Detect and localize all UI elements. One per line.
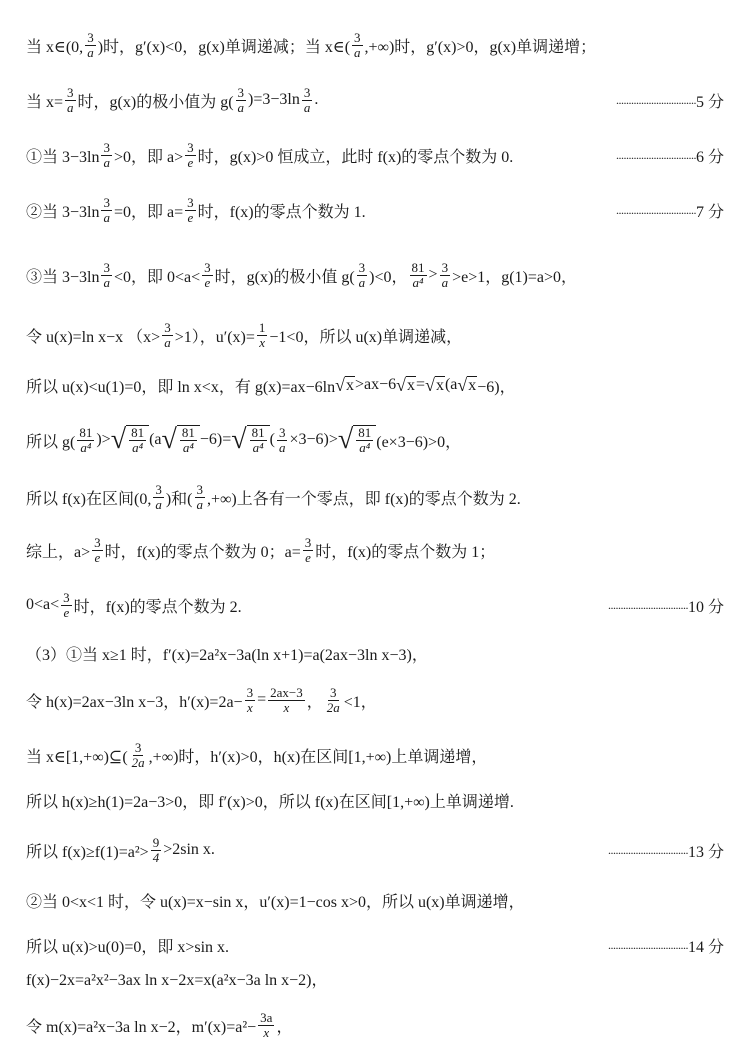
text-run: >2sin x. — [163, 841, 215, 858]
fraction — [440, 261, 451, 289]
fraction — [245, 686, 256, 714]
square-root — [396, 375, 416, 396]
text-line — [26, 135, 724, 175]
score-mark — [616, 199, 724, 222]
text-run: −1<0，所以 u(x)单调递减， — [269, 328, 463, 346]
fraction — [250, 426, 267, 454]
score-value: 5 分 — [695, 93, 724, 111]
denominator: a — [441, 274, 449, 290]
fraction — [185, 141, 196, 169]
text-run: 令 m(x)=a²x−3a ln x−2，m′(x)=a²− — [26, 1018, 257, 1036]
square-root — [457, 375, 477, 396]
text-line — [26, 80, 724, 120]
denominator: a — [155, 496, 162, 512]
score-value: 13 分 — [687, 843, 724, 861]
fraction — [202, 261, 213, 289]
text-line — [26, 585, 724, 625]
text-run: <1， — [343, 693, 377, 711]
denominator: e — [94, 549, 101, 565]
text-run: =0，即 a= — [113, 203, 184, 221]
fraction — [257, 321, 268, 349]
score-mark — [616, 144, 724, 167]
dot-leader: ................................ — [607, 842, 688, 857]
text-run: ,+∞)上各有一个零点，即 f(x)的零点个数为 2. — [207, 490, 521, 508]
text-run: ( — [269, 431, 275, 448]
text-run: 当 x∈[1,+∞)⊆( — [26, 748, 128, 766]
radicand — [247, 425, 270, 454]
radical-sign-icon: √ — [161, 424, 177, 455]
radicand: x — [407, 376, 416, 394]
denominator: a — [103, 209, 110, 225]
score-mark — [616, 89, 724, 112]
radical-sign-icon: √ — [457, 374, 468, 395]
numerator: 3 — [237, 84, 245, 100]
fraction — [85, 31, 96, 59]
denominator: a — [103, 274, 110, 290]
denominator: e — [305, 549, 311, 565]
text-run: 时，f(x)的零点个数为 1. — [197, 203, 366, 221]
numerator: 9 — [152, 834, 160, 850]
denominator: e — [63, 604, 70, 620]
denominator: a — [354, 44, 361, 60]
fraction — [258, 1011, 274, 1039]
numerator: 3 — [94, 534, 101, 550]
text-line — [26, 420, 724, 460]
text-run: f(x)−2x=a²x²−3ax ln x−2x=x(a²x−3a ln x−2)， — [26, 971, 328, 989]
denominator: a — [237, 99, 245, 115]
text-run: 所以 h(x)≥h(1)=2a−3>0，即 f′(x)>0，所以 f(x)在区间[1,+∞)上单调递增. — [26, 793, 514, 811]
numerator: 3 — [246, 684, 254, 700]
text-line — [26, 1005, 724, 1045]
numerator: 3 — [303, 84, 311, 100]
fraction — [185, 196, 196, 224]
radicand — [126, 425, 149, 454]
radical-sign-icon: √ — [110, 424, 127, 455]
text-run: 所以 g( — [26, 433, 76, 451]
dot-leader: ................................ — [615, 147, 696, 162]
numerator: 3 — [304, 534, 312, 550]
dot-leader: ................................ — [615, 92, 696, 107]
numerator: 3a — [260, 1009, 273, 1025]
text-run: )=3−3ln — [248, 91, 300, 108]
denominator: 4 — [152, 849, 160, 865]
fraction — [236, 86, 247, 114]
text-run: −6)， — [477, 378, 516, 396]
text-run: ×3−6)> — [289, 431, 338, 448]
text-run: ②当 0<x<1 时，令 u(x)=x−sin x，u′(x)=1−cos x>0，所以 u(x)单调递增， — [26, 893, 525, 911]
denominator: a — [196, 496, 203, 512]
score-value: 7 分 — [695, 203, 724, 221]
numerator: 81 — [79, 424, 93, 440]
denominator: x — [263, 1024, 270, 1040]
denominator: 2a — [326, 699, 340, 715]
numerator: 3 — [87, 29, 94, 45]
text-run: (a — [444, 376, 458, 393]
radicand — [353, 425, 376, 454]
text-run: >ax−6 — [354, 376, 397, 393]
fraction — [325, 686, 342, 714]
text-run: )和( — [165, 490, 193, 508]
numerator: 3 — [358, 259, 366, 275]
fraction — [61, 591, 72, 619]
text-run: 当 x= — [26, 93, 64, 111]
dot-leader: ................................ — [607, 937, 688, 952]
fraction — [357, 261, 368, 289]
text-run: 当 x∈(0, — [26, 38, 84, 56]
radicand — [177, 425, 200, 454]
numerator: 3 — [187, 194, 194, 210]
square-root — [338, 424, 376, 456]
fraction — [277, 426, 288, 454]
denominator: e — [187, 209, 194, 225]
numerator: 3 — [441, 259, 449, 275]
text-run: 综上，a> — [26, 543, 91, 561]
text-line — [26, 680, 724, 720]
text-run: ,+∞)时，g′(x)>0，g(x)单调递增； — [364, 38, 597, 56]
fraction — [151, 836, 162, 864]
score-value: 10 分 — [687, 598, 724, 616]
numerator: 3 — [204, 259, 211, 275]
text-run: 所以 u(x)<u(1)=0，即 ln x<x，有 g(x)=ax−6ln — [26, 378, 336, 396]
denominator: a — [87, 44, 94, 60]
numerator: 81 — [131, 425, 145, 441]
numerator: 3 — [155, 481, 162, 497]
text-run: ③当 3−3ln — [26, 268, 100, 286]
fraction — [129, 426, 146, 454]
numerator: 81 — [411, 259, 425, 275]
radicand: x — [435, 376, 444, 394]
denominator: a⁴ — [252, 440, 264, 455]
text-run: ②当 3−3ln — [26, 203, 100, 221]
score-mark — [608, 839, 724, 862]
fraction — [356, 426, 373, 454]
fraction — [130, 741, 147, 769]
fraction — [101, 261, 112, 289]
denominator: a — [164, 334, 171, 350]
fraction — [410, 261, 427, 289]
text-run: 时，f(x)的零点个数为 2. — [73, 598, 242, 616]
numerator: 3 — [103, 259, 110, 275]
denominator: x — [246, 699, 253, 715]
radical-sign-icon: √ — [337, 424, 354, 455]
text-line — [26, 530, 724, 570]
fraction — [162, 321, 173, 349]
fraction — [352, 31, 363, 59]
fraction — [65, 86, 76, 114]
text-run: 令 u(x)=ln x−x （x> — [26, 328, 161, 346]
text-run: )<0， — [369, 268, 408, 286]
square-root — [231, 424, 269, 456]
numerator: 1 — [258, 319, 266, 335]
text-line — [26, 477, 724, 517]
radical-sign-icon: √ — [231, 424, 247, 455]
numerator: 81 — [181, 425, 195, 441]
score-value: 14 分 — [687, 938, 724, 956]
text-run: )时，g′(x)<0，g(x)单调递减；当 x∈( — [97, 38, 351, 56]
fraction — [302, 86, 313, 114]
numerator: 81 — [251, 425, 265, 441]
text-run: > — [428, 266, 438, 283]
text-run: ,+∞)时，h′(x)>0，h(x)在区间[1,+∞)上单调递增， — [148, 748, 488, 766]
text-line — [26, 780, 724, 820]
text-run: >0，即 a> — [113, 148, 184, 166]
fraction — [195, 483, 206, 511]
dot-leader: ................................ — [607, 597, 688, 612]
text-line — [26, 633, 724, 673]
denominator: a⁴ — [80, 439, 92, 455]
denominator: a — [303, 99, 311, 115]
text-run: 0<a< — [26, 596, 60, 613]
text-line — [26, 190, 724, 230]
denominator: a — [278, 439, 286, 455]
denominator: x — [259, 334, 266, 350]
dot-leader: ................................ — [615, 202, 696, 217]
text-run: 时，g(x)的极小值为 g( — [77, 93, 234, 111]
fraction — [180, 426, 197, 454]
numerator: 3 — [164, 319, 171, 335]
fraction — [101, 196, 112, 224]
numerator: 3 — [278, 424, 286, 440]
text-run: <0，即 0<a< — [113, 268, 201, 286]
score-mark — [608, 934, 724, 957]
text-run: ， — [276, 1018, 293, 1036]
numerator: 3 — [103, 139, 110, 155]
denominator: a⁴ — [182, 440, 194, 455]
denominator: a — [358, 274, 366, 290]
denominator: x — [283, 699, 290, 715]
numerator: 3 — [187, 139, 194, 155]
numerator: 2ax−3 — [270, 684, 303, 700]
text-run: = — [416, 376, 426, 393]
denominator: a⁴ — [412, 274, 424, 290]
text-run: . — [314, 91, 319, 108]
text-line — [26, 315, 724, 355]
numerator: 3 — [196, 481, 203, 497]
fraction — [77, 426, 94, 454]
text-run: −6)= — [199, 431, 232, 448]
text-run: （3）①当 x≥1 时，f′(x)=2a²x−3a(ln x+1)=a(2ax−3ln x−3)， — [26, 646, 428, 664]
numerator: 3 — [67, 84, 74, 100]
text-run: 时，g(x)的极小值 g( — [214, 268, 355, 286]
square-root — [335, 375, 355, 396]
score-value: 6 分 — [695, 148, 724, 166]
text-run: (a — [149, 431, 162, 448]
square-root — [425, 375, 445, 396]
denominator: e — [187, 154, 194, 170]
text-run: 时，f(x)的零点个数为 1； — [315, 543, 496, 561]
text-run: ①当 3−3ln — [26, 148, 100, 166]
text-run: 时，g(x)>0 恒成立，此时 f(x)的零点个数为 0. — [197, 148, 514, 166]
text-line — [26, 365, 724, 405]
text-line — [26, 958, 724, 998]
text-run: 所以 u(x)>u(0)=0，即 x>sin x. — [26, 938, 230, 956]
score-mark — [608, 594, 724, 617]
numerator: 3 — [330, 684, 337, 700]
denominator: a — [103, 154, 110, 170]
radical-sign-icon: √ — [335, 374, 345, 395]
text-run: 所以 f(x)≥f(1)=a²> — [26, 843, 149, 861]
fraction — [153, 483, 164, 511]
square-root — [111, 424, 149, 456]
text-line — [26, 880, 724, 920]
radicand: x — [468, 376, 477, 394]
text-run: >e>1，g(1)=a>0， — [452, 268, 578, 286]
denominator: a⁴ — [359, 440, 371, 455]
square-root — [162, 424, 200, 456]
text-run: ， — [306, 693, 323, 711]
text-run: 时，f(x)的零点个数为 0；a= — [104, 543, 301, 561]
denominator: a⁴ — [132, 440, 144, 455]
text-run: >1），u′(x)= — [174, 328, 255, 346]
fraction — [101, 141, 112, 169]
text-run: (e×3−6)>0， — [376, 433, 462, 451]
text-run: = — [257, 691, 267, 708]
text-line — [26, 735, 724, 775]
fraction — [303, 536, 314, 564]
numerator: 81 — [358, 425, 372, 441]
radical-sign-icon: √ — [425, 374, 435, 395]
text-line — [26, 25, 724, 65]
denominator: a — [67, 99, 74, 115]
numerator: 3 — [63, 589, 70, 605]
radicand: x — [345, 376, 354, 394]
text-line — [26, 255, 724, 295]
numerator: 3 — [354, 29, 361, 45]
text-run: )> — [96, 431, 111, 448]
denominator: 2a — [131, 754, 145, 770]
fraction — [92, 536, 103, 564]
fraction — [268, 686, 305, 714]
text-run: 所以 f(x)在区间(0, — [26, 490, 152, 508]
text-run: 令 h(x)=2ax−3ln x−3，h′(x)=2a− — [26, 693, 243, 711]
radical-sign-icon: √ — [396, 374, 407, 395]
text-line — [26, 830, 724, 870]
numerator: 3 — [103, 194, 110, 210]
denominator: e — [204, 274, 211, 290]
numerator: 3 — [134, 739, 142, 755]
